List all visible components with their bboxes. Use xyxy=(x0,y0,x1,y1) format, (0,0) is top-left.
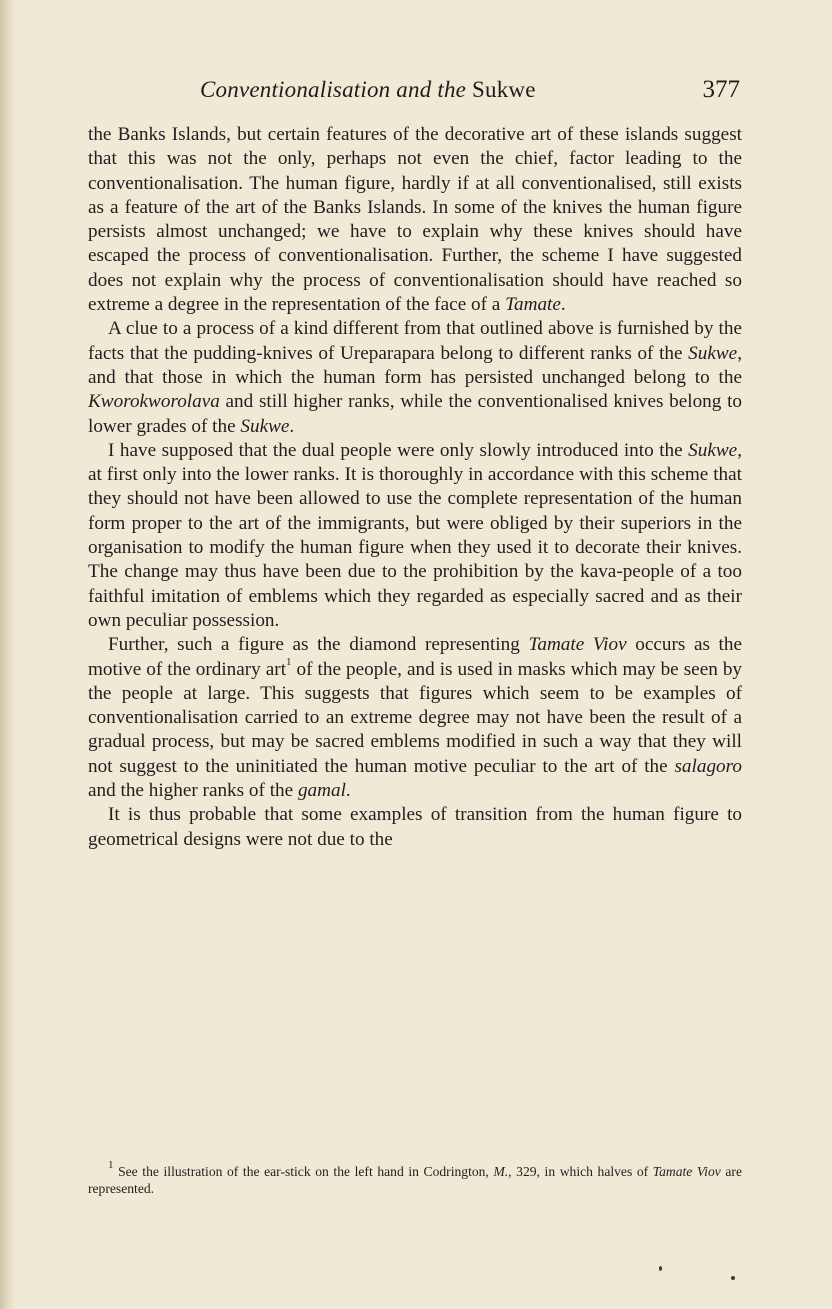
text-run: . xyxy=(289,415,295,437)
italic-term: Sukwe xyxy=(688,439,738,461)
italic-term: Tamate Viov xyxy=(652,1164,721,1179)
text-run: It is thus probable that some examples of transition from the human figure to geometrical designs were not due to the xyxy=(88,804,742,850)
text-run: , and that those in which the human form has persisted unchanged belong to the xyxy=(88,342,742,388)
footnote-reference: 1 xyxy=(286,656,292,669)
text-run: . xyxy=(345,780,351,802)
footnote-text xyxy=(88,1159,742,1197)
text-run: , at first only into the lower ranks. It is thoroughly in accordance with this scheme that they should not have been allowed to use the complete representation of the human form proper to the art of the immigrants, but were obliged by their superiors in the organisation to modify the human figure when they used it to decorate their knives. The change may thus have been due to the prohibition by the kava-people of a too faithful imitation of emblems which they regarded as especially sacred and as their own peculiar possession. xyxy=(88,439,742,631)
text-run: A clue to a process of a kind different from that outlined above is furnished by the facts that the pudding-knives of Ureparapara belong to different ranks of the xyxy=(88,318,742,364)
italic-term: Kworokworolava xyxy=(88,391,220,413)
paragraph xyxy=(88,439,742,633)
text-run: . xyxy=(560,294,566,316)
paragraph xyxy=(88,633,742,803)
paragraph xyxy=(88,123,742,317)
text-run: Further, such a figure as the diamond representing xyxy=(108,634,529,656)
text-run: of the people, and is used in masks which may be seen by the people at large. This suggests that figures which seem to be examples of conventionalisation carried to an extreme degree may not have been the result of a gradual process, but may be sacred emblems modified in such a way that they will not suggest to the uninitiated the human motive peculiar to the art of the xyxy=(88,658,743,777)
italic-term: M. xyxy=(493,1164,509,1179)
paragraph xyxy=(88,803,742,852)
print-speck xyxy=(731,1276,735,1280)
text-run: See the illustration of the ear-stick on the left hand in Codrington, xyxy=(113,1164,494,1179)
text-run: and the higher ranks of the xyxy=(88,780,298,802)
italic-term: salagoro xyxy=(674,755,742,777)
italic-term: gamal xyxy=(297,780,346,802)
footnote-marker: 1 xyxy=(108,1159,114,1172)
page-binding-shadow xyxy=(0,0,16,1309)
text-run: I have supposed that the dual people were only slowly introduced into the xyxy=(108,439,689,461)
page-number: 377 xyxy=(702,76,740,103)
italic-term: Tamate xyxy=(505,294,561,316)
print-speck xyxy=(659,1266,662,1271)
text-run: are represented. xyxy=(88,1164,742,1196)
running-title xyxy=(200,75,536,105)
running-title-roman: Sukwe xyxy=(472,77,536,102)
paragraph xyxy=(88,317,742,438)
footnote xyxy=(88,1159,742,1197)
running-title-italic: Conventionalisation and the xyxy=(200,77,467,102)
running-header xyxy=(200,75,740,109)
text-run: the Banks Islands, but certain features of the decorative art of these islands suggest that this was not the only, perhaps not even the chief, factor leading to the conventionalisation. The human figure, hardly if at all conventionalised, still exists as a feature of the art of the Banks Islands. In some of the knives the human figure persists almost unchanged; we have to explain why these knives should have escaped the process of conventionalisation. Further, the scheme I have suggested does not explain why the process of conventionalisation should have reached so extreme a degree in the representation of the face of a xyxy=(88,124,742,316)
body-text xyxy=(88,123,742,852)
text-run: , 329, in which halves of xyxy=(508,1164,653,1179)
text-run: occurs as the motive of the ordinary art xyxy=(88,634,742,680)
italic-term: Sukwe xyxy=(688,342,738,364)
italic-term: Tamate Viov xyxy=(528,634,627,656)
text-run: and still higher ranks, while the conventionalised knives belong to lower grades of the xyxy=(88,391,742,437)
italic-term: Sukwe xyxy=(240,415,290,437)
